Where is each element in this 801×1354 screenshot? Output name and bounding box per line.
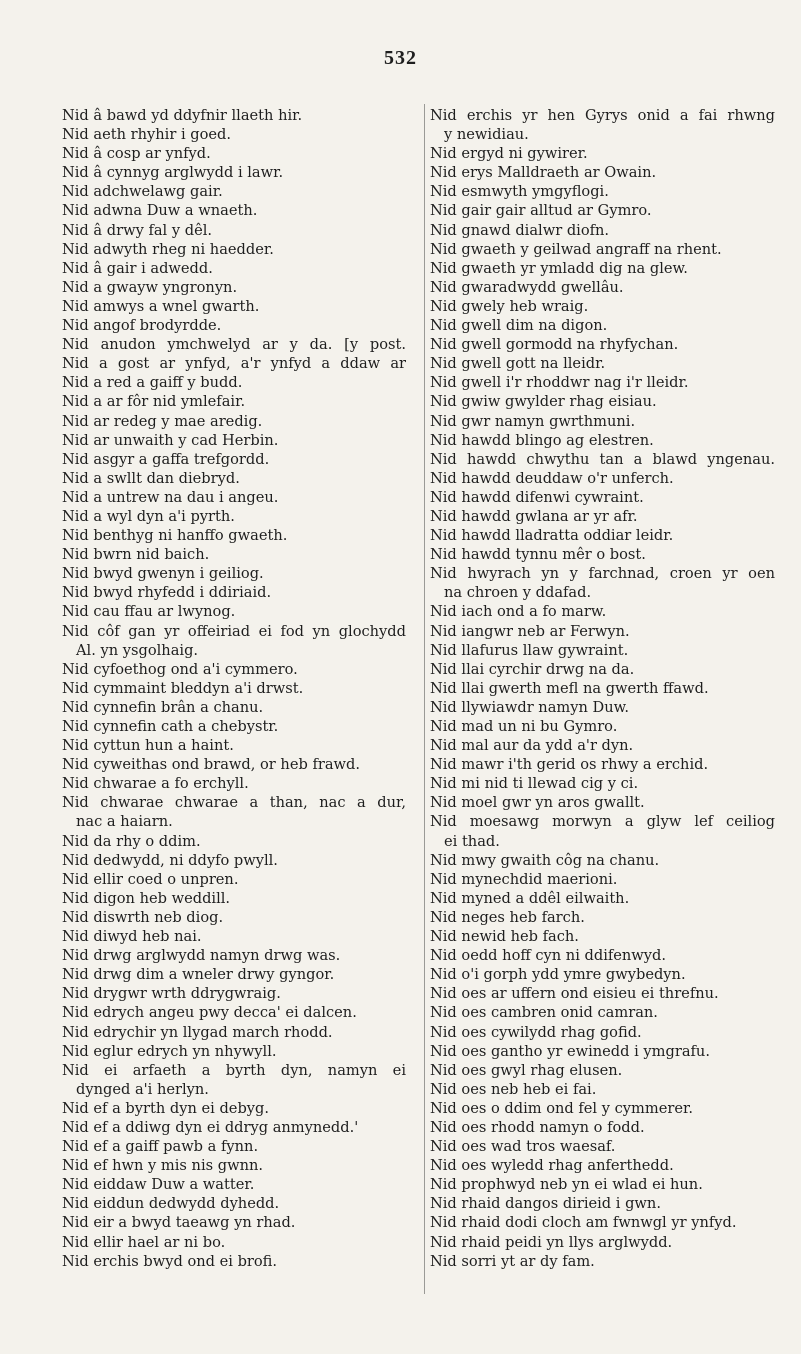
- proverb-line: Nid hawdd chwythu tan a blawd yngenau.: [430, 450, 775, 468]
- proverb-line: Nid edrych angeu pwy decca' ei dalcen.: [62, 1004, 357, 1022]
- proverb-line: Nid drygwr wrth ddrygwraig.: [62, 985, 281, 1003]
- proverb-line: Nid gair gair alltud ar Gymro.: [430, 202, 652, 220]
- proverb-line: Nid benthyg ni hanffo gwaeth.: [62, 527, 288, 545]
- proverb-line: Nid ef a gaiff pawb a fynn.: [62, 1138, 259, 1156]
- proverb-line: Nid adwna Duw a wnaeth.: [62, 202, 258, 220]
- proverb-line: na chroen y ddafad.: [444, 584, 592, 602]
- proverb-line: Nid mad un ni bu Gymro.: [430, 718, 618, 735]
- proverb-line: y newidiau.: [444, 126, 529, 144]
- proverb-line: Nid moesawg morwyn a glyw lef ceiliog: [430, 813, 775, 831]
- proverb-line: Nid ellir hael ar ni bo.: [62, 1233, 226, 1251]
- proverb-line: Nid adchwelawg gair.: [62, 183, 223, 201]
- proverb-line: Nid moel gwr yn aros gwallt.: [430, 794, 645, 812]
- proverb-line: Nid mi nid ti llewad cig y ci.: [430, 775, 639, 793]
- proverb-line: Nid gwell i'r rhoddwr nag i'r lleidr.: [430, 374, 689, 392]
- proverb-line: Nid oes ar uffern ond eisieu ei threfnu.: [430, 985, 719, 1003]
- proverb-line: Nid sorri yt ar dy fam.: [430, 1252, 595, 1270]
- proverb-line: Nid hawdd tynnu mêr o bost.: [430, 546, 646, 564]
- proverb-line: Nid â gair i adwedd.: [62, 259, 213, 277]
- proverb-line: Nid anudon ymchwelyd ar y da. [y post.: [62, 336, 406, 354]
- proverb-line: Nid iach ond a fo marw.: [430, 603, 607, 621]
- proverb-line: Nid oes neb heb ei fai.: [430, 1080, 597, 1098]
- proverb-line: Nid da rhy o ddim.: [62, 832, 201, 850]
- proverb-line: Nid hawdd lladratta oddiar leidr.: [430, 527, 674, 545]
- proverb-line: Nid llai gwerth mefl na gwerth ffawd.: [430, 679, 709, 697]
- left-column: [62, 106, 406, 1271]
- proverb-line: Nid hawdd blingo ag elestren.: [430, 431, 654, 449]
- proverb-line: Nid hawdd deuddaw o'r unferch.: [430, 469, 674, 487]
- proverb-line: Nid â cynnyg arglwydd i lawr.: [62, 164, 284, 182]
- proverb-line: Nid neges heb farch.: [430, 908, 585, 926]
- proverb-line: Nid ef hwn y mis nis gwnn.: [62, 1157, 264, 1175]
- proverb-line: Nid cyweithas ond brawd, or heb frawd.: [62, 756, 360, 774]
- proverb-line: Nid cynnefin brân a chanu.: [62, 698, 264, 716]
- proverb-line: Nid drwg arglwydd namyn drwg was.: [62, 947, 341, 965]
- proverb-line: Nid rhaid dodi cloch am fwnwgl yr ynfyd.: [430, 1214, 737, 1232]
- proverb-line: Nid asgyr a gaffa trefgordd.: [62, 450, 270, 468]
- proverb-line: Nid oedd hoff cyn ni ddifenwyd.: [430, 947, 667, 965]
- proverb-line: Nid oes wyledd rhag anferthedd.: [430, 1157, 674, 1175]
- proverb-line: Nid côf gan yr offeiriad ei fod yn glochydd: [62, 622, 406, 640]
- proverb-line: Nid erys Malldraeth ar Owain.: [430, 164, 657, 182]
- proverb-line: Nid angof brodyrdde.: [62, 317, 222, 335]
- proverb-line: Nid gwell gott na lleidr.: [430, 355, 606, 373]
- proverb-line: Nid â drwy fal y dêl.: [62, 221, 213, 239]
- proverb-line: Nid gnawd dialwr diofn.: [430, 221, 610, 239]
- proverb-line: Nid a red a gaiff y budd.: [62, 374, 243, 392]
- proverb-line: Nid â bawd yd ddyfnir llaeth hir.: [62, 107, 303, 124]
- proverb-line: Nid gwr namyn gwrthmuni.: [430, 412, 636, 430]
- proverb-line: Nid llai cyrchir drwg na da.: [430, 660, 635, 678]
- proverb-line: Nid llafurus llaw gywraint.: [430, 641, 629, 659]
- proverb-line: Nid erchis bwyd ond ei brofi.: [62, 1252, 278, 1270]
- proverb-line: Nid dedwydd, ni ddyfo pwyll.: [62, 851, 278, 869]
- proverb-line: Nid bwrn nid baich.: [62, 546, 210, 564]
- proverb-line: Nid llywiawdr namyn Duw.: [430, 698, 630, 716]
- proverb-line: Nid edrychir yn llygad march rhodd.: [62, 1023, 333, 1041]
- proverb-line: Nid gwaeth yr ymladd dig na glew.: [430, 259, 688, 277]
- proverb-line: Nid gwaradwydd gwellâu.: [430, 278, 624, 296]
- proverb-line: Nid a untrew na dau i angeu.: [62, 488, 279, 506]
- proverb-line: Nid chwarae a fo erchyll.: [62, 775, 249, 793]
- proverb-line: ei thad.: [444, 832, 500, 850]
- proverb-line: Nid mawr i'th gerid os rhwy a erchid.: [430, 756, 709, 774]
- proverb-line: Nid iangwr neb ar Ferwyn.: [430, 622, 630, 640]
- page-number: 532: [384, 47, 417, 69]
- proverb-line: Nid rhaid peidi yn llys arglwydd.: [430, 1233, 673, 1251]
- proverb-line: Nid cynnefin cath a chebystr.: [62, 718, 279, 735]
- proverb-line: Nid oes rhodd namyn o fodd.: [430, 1118, 645, 1136]
- proverb-line: Nid gwell dim na digon.: [430, 317, 608, 335]
- proverb-line: Nid cyttun hun a haint.: [62, 737, 234, 755]
- proverb-line: Nid bwyd rhyfedd i ddiriaid.: [62, 584, 272, 602]
- proverb-line: Nid drwg dim a wneler drwy gyngor.: [62, 966, 335, 984]
- proverb-line: Nid eir a bwyd taeawg yn rhad.: [62, 1214, 296, 1232]
- proverb-line: Nid oes gantho yr ewinedd i ymgrafu.: [430, 1042, 710, 1060]
- proverb-line: Nid ar unwaith y cad Herbin.: [62, 431, 279, 449]
- proverb-line: Nid hwyrach yn y farchnad, croen yr oen: [430, 565, 775, 583]
- proverb-line: Nid mynechdid maerioni.: [430, 870, 618, 888]
- proverb-line: Nid chwarae chwarae a than, nac a dur,: [62, 794, 406, 812]
- proverb-line: Nid amwys a wnel gwarth.: [62, 297, 260, 315]
- proverb-line: Nid oes o ddim ond fel y cymmerer.: [430, 1099, 693, 1117]
- proverb-line: Nid oes cywilydd rhag gofid.: [430, 1023, 642, 1041]
- proverb-line: Nid esmwyth ymgyflogi.: [430, 183, 609, 201]
- proverb-line: Nid ef a ddiwg dyn ei ddryg anmynedd.': [62, 1118, 359, 1136]
- proverb-line: Nid newid heb fach.: [430, 928, 579, 946]
- proverb-line: Nid oes gwyl rhag elusen.: [430, 1061, 623, 1079]
- proverb-line: Nid â cosp ar ynfyd.: [62, 145, 211, 163]
- proverb-line: Nid gwaeth y geilwad angraff na rhent.: [430, 240, 722, 258]
- proverb-line: Nid ergyd ni gywirer.: [430, 145, 588, 163]
- proverb-line: Nid ei arfaeth a byrth dyn, namyn ei: [62, 1061, 406, 1079]
- proverb-line: nac a haiarn.: [76, 813, 173, 831]
- right-column: [430, 106, 775, 1271]
- proverb-line: Nid cau ffau ar lwynog.: [62, 603, 236, 621]
- proverb-line: Nid oes cambren onid camran.: [430, 1004, 658, 1022]
- proverb-line: Nid prophwyd neb yn ei wlad ei hun.: [430, 1176, 703, 1194]
- proverb-line: Nid hawdd gwlana ar yr afr.: [430, 507, 638, 525]
- proverb-line: dynged a'i herlyn.: [76, 1080, 209, 1098]
- proverb-line: Nid gwely heb wraig.: [430, 297, 589, 315]
- proverb-line: Nid a ar fôr nid ymlefair.: [62, 393, 246, 411]
- proverb-line: Nid diswrth neb diog.: [62, 908, 224, 926]
- proverb-line: Nid rhaid dangos dirieid i gwn.: [430, 1195, 661, 1213]
- proverb-line: Nid cymmaint bleddyn a'i drwst.: [62, 679, 304, 697]
- proverb-line: Nid eiddaw Duw a watter.: [62, 1176, 255, 1194]
- proverb-line: Nid o'i gorph ydd ymre gwybedyn.: [430, 966, 686, 984]
- proverb-line: Nid cyfoethog ond a'i cymmero.: [62, 660, 298, 678]
- proverb-line: Nid ef a byrth dyn ei debyg.: [62, 1099, 270, 1117]
- proverb-line: Nid eiddun dedwydd dyhedd.: [62, 1195, 280, 1213]
- proverb-line: Nid diwyd heb nai.: [62, 928, 202, 946]
- proverb-line: Nid mwy gwaith côg na chanu.: [430, 851, 660, 869]
- proverb-line: Al. yn ysgolhaig.: [76, 641, 199, 659]
- proverb-line: Nid gwell gormodd na rhyfychan.: [430, 336, 679, 354]
- proverb-line: Nid a wyl dyn a'i pyrth.: [62, 507, 235, 525]
- proverb-line: Nid gwiw gwylder rhag eisiau.: [430, 393, 657, 411]
- proverb-line: Nid ar redeg y mae aredig.: [62, 412, 263, 430]
- column-divider: [424, 104, 425, 1294]
- proverb-line: Nid ellir coed o unpren.: [62, 870, 239, 888]
- proverb-line: Nid a swllt dan diebryd.: [62, 469, 240, 487]
- proverb-line: Nid aeth rhyhir i goed.: [62, 126, 232, 144]
- proverb-line: Nid erchis yr hen Gyrys onid a fai rhwng: [430, 107, 775, 124]
- proverb-line: Nid myned a ddêl eilwaith.: [430, 889, 630, 907]
- proverb-line: Nid a gost ar ynfyd, a'r ynfyd a ddaw ar: [62, 355, 406, 373]
- proverb-line: Nid a gwayw yngronyn.: [62, 278, 238, 296]
- proverb-line: Nid mal aur da ydd a'r dyn.: [430, 737, 634, 755]
- proverb-line: Nid oes wad tros waesaf.: [430, 1138, 616, 1156]
- proverb-line: Nid adwyth rheg ni haedder.: [62, 240, 274, 258]
- proverb-line: Nid digon heb weddill.: [62, 889, 231, 907]
- proverb-line: Nid hawdd difenwi cywraint.: [430, 488, 644, 506]
- proverb-line: Nid bwyd gwenyn i geiliog.: [62, 565, 264, 583]
- proverb-line: Nid eglur edrych yn nhywyll.: [62, 1042, 277, 1060]
